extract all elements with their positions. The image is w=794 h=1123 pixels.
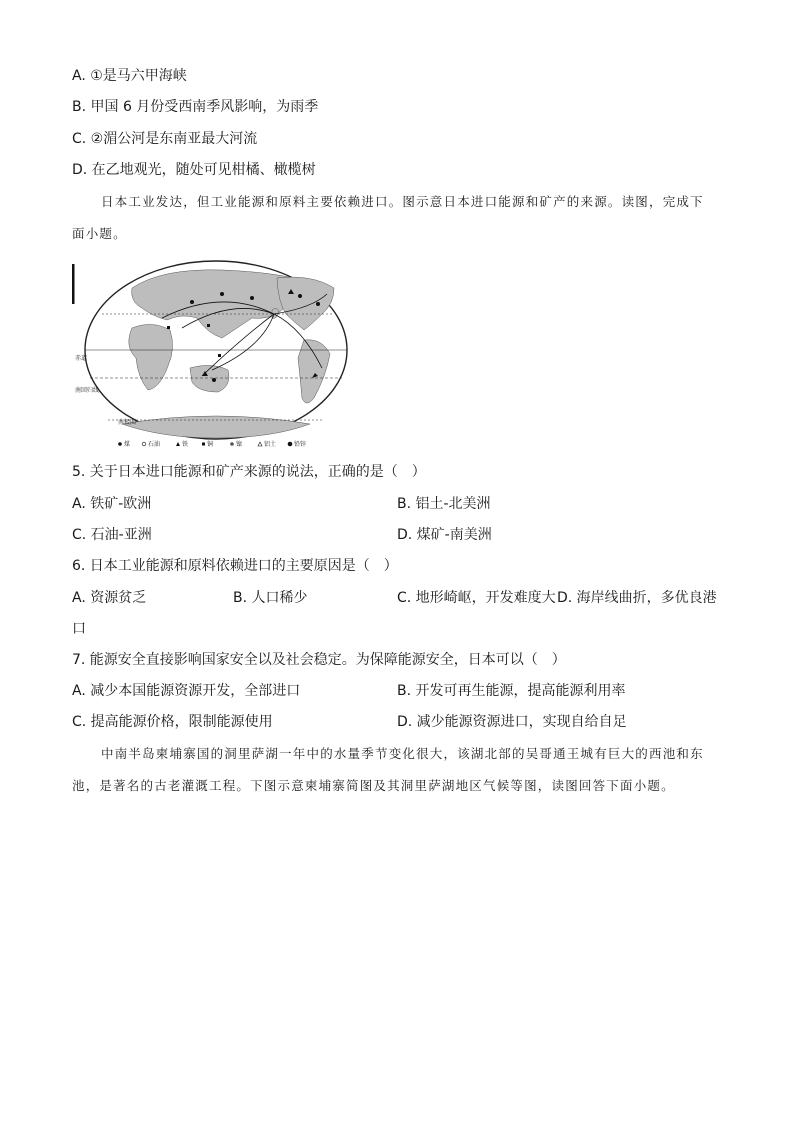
q7-stem: 7. 能源安全直接影响国家安全以及社会稳定。为保障能源安全，日本可以（ ） [72, 652, 566, 668]
q6-option-c[interactable]: C. 地形崎岖，开发难度大 [397, 590, 556, 606]
passage2-line-2: 池，是著名的古老灌溉工程。下图示意柬埔寨简图及其洞里萨湖地区气候等图，读图回答下面小题。 [72, 778, 675, 793]
label-antarctic: 南极圈 [118, 419, 137, 426]
option-d: D. 在乙地观光，随处可见柑橘、橄榄树 [72, 162, 316, 178]
q6-option-b[interactable]: B. 人口稀少 [233, 590, 308, 606]
q5-option-d[interactable]: D. 煤矿-南美洲 [397, 527, 492, 543]
q7-option-d[interactable]: D. 减少能源资源进口，实现自给自足 [397, 714, 627, 730]
legend-nickel: 镍 [236, 441, 243, 448]
q7-option-b[interactable]: B. 开发可再生能源，提高能源利用率 [397, 683, 626, 699]
intro-line-1: 日本工业发达，但工业能源和原料主要依赖进口。图示意日本进口能源和矿产的来源。读图，完成下 [101, 194, 704, 209]
q5-option-c[interactable]: C. 石油-亚洲 [72, 527, 152, 543]
q6-option-d-continued: 口 [72, 621, 86, 637]
intro-line-2: 面小题。 [72, 226, 127, 241]
q5-option-b[interactable]: B. 铝土-北美洲 [397, 496, 491, 512]
q7-option-c[interactable]: C. 提高能源价格，限制能源使用 [72, 714, 273, 730]
crop-mark [72, 264, 75, 304]
q6-stem: 6. 日本工业能源和原料依赖进口的主要原因是（ ） [72, 558, 398, 574]
legend-bauxite: 铝土 [264, 441, 277, 448]
map-legend [118, 440, 306, 448]
label-equator: 赤道 [75, 355, 88, 362]
label-tropic-south: 南回归线 [75, 387, 100, 394]
legend-copper: 铜 [207, 441, 214, 448]
q6-option-d[interactable]: D. 海岸线曲折，多优良港 [557, 590, 717, 606]
legend-lead-zinc: 铅锌 [294, 441, 307, 448]
passage2-line-1: 中南半岛柬埔寨国的洞里萨湖一年中的水量季节变化很大，该湖北部的吴哥通王城有巨大的西池和东 [101, 746, 704, 761]
option-c: C. ②湄公河是东南亚最大河流 [72, 131, 258, 147]
option-b: B. 甲国 6 月份受西南季风影响，为雨季 [72, 99, 319, 115]
legend-iron: 铁 [182, 441, 189, 448]
japan-import-map [72, 258, 350, 450]
q5-stem: 5. 关于日本进口能源和矿产来源的说法，正确的是（ ） [72, 464, 426, 480]
q5-option-a[interactable]: A. 铁矿-欧洲 [72, 496, 152, 512]
q7-option-a[interactable]: A. 减少本国能源资源开发，全部进口 [72, 683, 301, 699]
legend-oil: 石油 [148, 441, 161, 448]
q6-option-a[interactable]: A. 资源贫乏 [72, 590, 147, 606]
legend-coal: 煤 [124, 441, 131, 448]
option-a: A. ①是马六甲海峡 [72, 68, 187, 84]
